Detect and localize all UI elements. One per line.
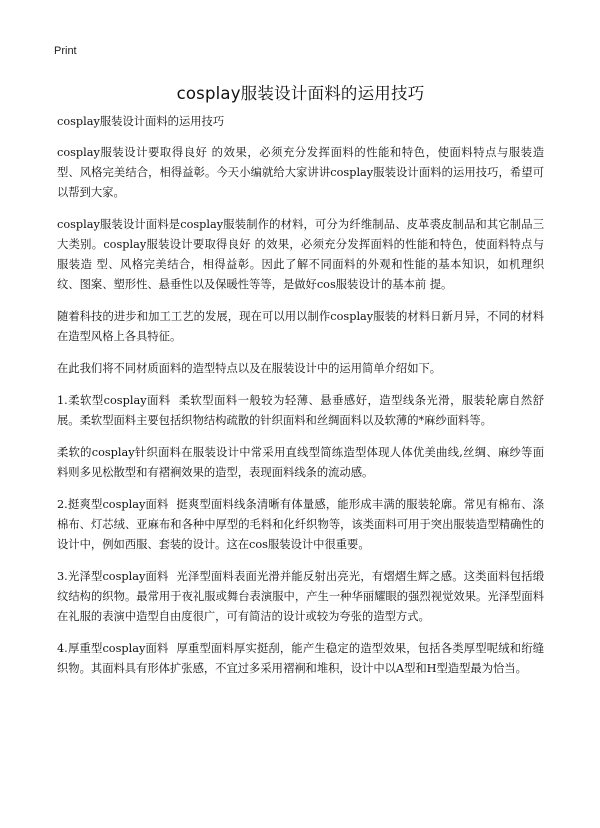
intro-paragraph-2: cosplay服装设计面料是cosplay服装制作的材料，可分为纤维制品、皮革裘皮制品和其它制品三大类别。cosplay服装设计要取得良好 的效果，必须充分发挥面料的性能和特色，使面料特点与服装造 型、风格完美结合，相得益彰。因此了解不同面料的外观和性能的基本知识，如机理织纹、图案、塑形性、悬垂性以及保暖性等等，是做好cos服装设计的基本前 提。 [57,218,544,291]
section-body: 厚重型面料厚实挺刮，能产生稳定的造型效果，包括各类厚型呢绒和绗缝织物。其面料具有形体扩张感，不宜过多采用褶裥和堆积，设计中以A型和H型造型最为恰当。 [57,642,544,675]
section-heading: 2.挺爽型cosplay面料 [57,498,169,511]
intro-paragraph-4: 在此我们将不同材质面料的造型特点以及在服装设计中的运用简单介绍如下。 [57,362,442,375]
page-title: cosplay服装设计面料的运用技巧 [176,84,425,103]
section-glossy-fabric [57,567,544,627]
section-body: 柔软的cosplay针织面料在服装设计中常采用直线型简练造型体现人体优美曲线,丝绸、麻纱等面料则多见松散型和有褶裥效果的造型，表现面料线条的流动感。 [57,446,544,479]
section-body: 柔软型面料一般较为轻薄、悬垂感好，造型线条光滑，服装轮廓自然舒展。柔软型面料主要包括织物结构疏散的针织面料和丝绸面料以及软薄的*麻纱面料等。 [57,394,544,427]
section-soft-fabric [57,391,544,431]
document-subtitle: cosplay服装设计面料的运用技巧 [57,115,225,128]
section-body: 挺爽型面料线条清晰有体量感，能形成丰满的服装轮廓。常见有棉布、涤棉布、灯芯绒、亚麻布和各种中厚型的毛料和化纤织物等，该类面料可用于突出服装造型精确性的设计中，例如西服、套装的设计。这在cos服装设计中很重要。 [57,498,544,551]
intro-paragraph-3: 随着科技的进步和加工工艺的发展，现在可以用以制作cosplay服装的材料日新月异，不同的材料在造型风格上各具特征。 [57,310,544,343]
section-heading: 1.柔软型cosplay面料 [57,394,171,407]
section-heading: 3.光泽型cosplay面料 [57,570,169,583]
section-soft-fabric-detail [57,443,544,483]
print-label: Print [54,45,77,57]
section-heading: 4.厚重型cosplay面料 [57,642,169,655]
section-crisp-fabric [57,495,544,555]
section-heavy-fabric [57,639,544,679]
section-body: 光泽型面料表面光滑并能反射出亮光，有熠熠生辉之感。这类面料包括缎纹结构的织物。最常用于夜礼服或舞台表演服中，产生一种华丽耀眼的强烈视觉效果。光泽型面料在礼服的表演中造型自由度很广，可有简洁的设计或较为夸张的造型方式。 [57,570,544,623]
intro-paragraph-1: cosplay服装设计要取得良好 的效果，必须充分发挥面料的性能和特色，使面料特点与服装造 型、风格完美结合，相得益彰。今天小编就给大家讲讲cosplay服装设计面料的运用技巧，希望可以帮到大家。 [57,146,544,199]
